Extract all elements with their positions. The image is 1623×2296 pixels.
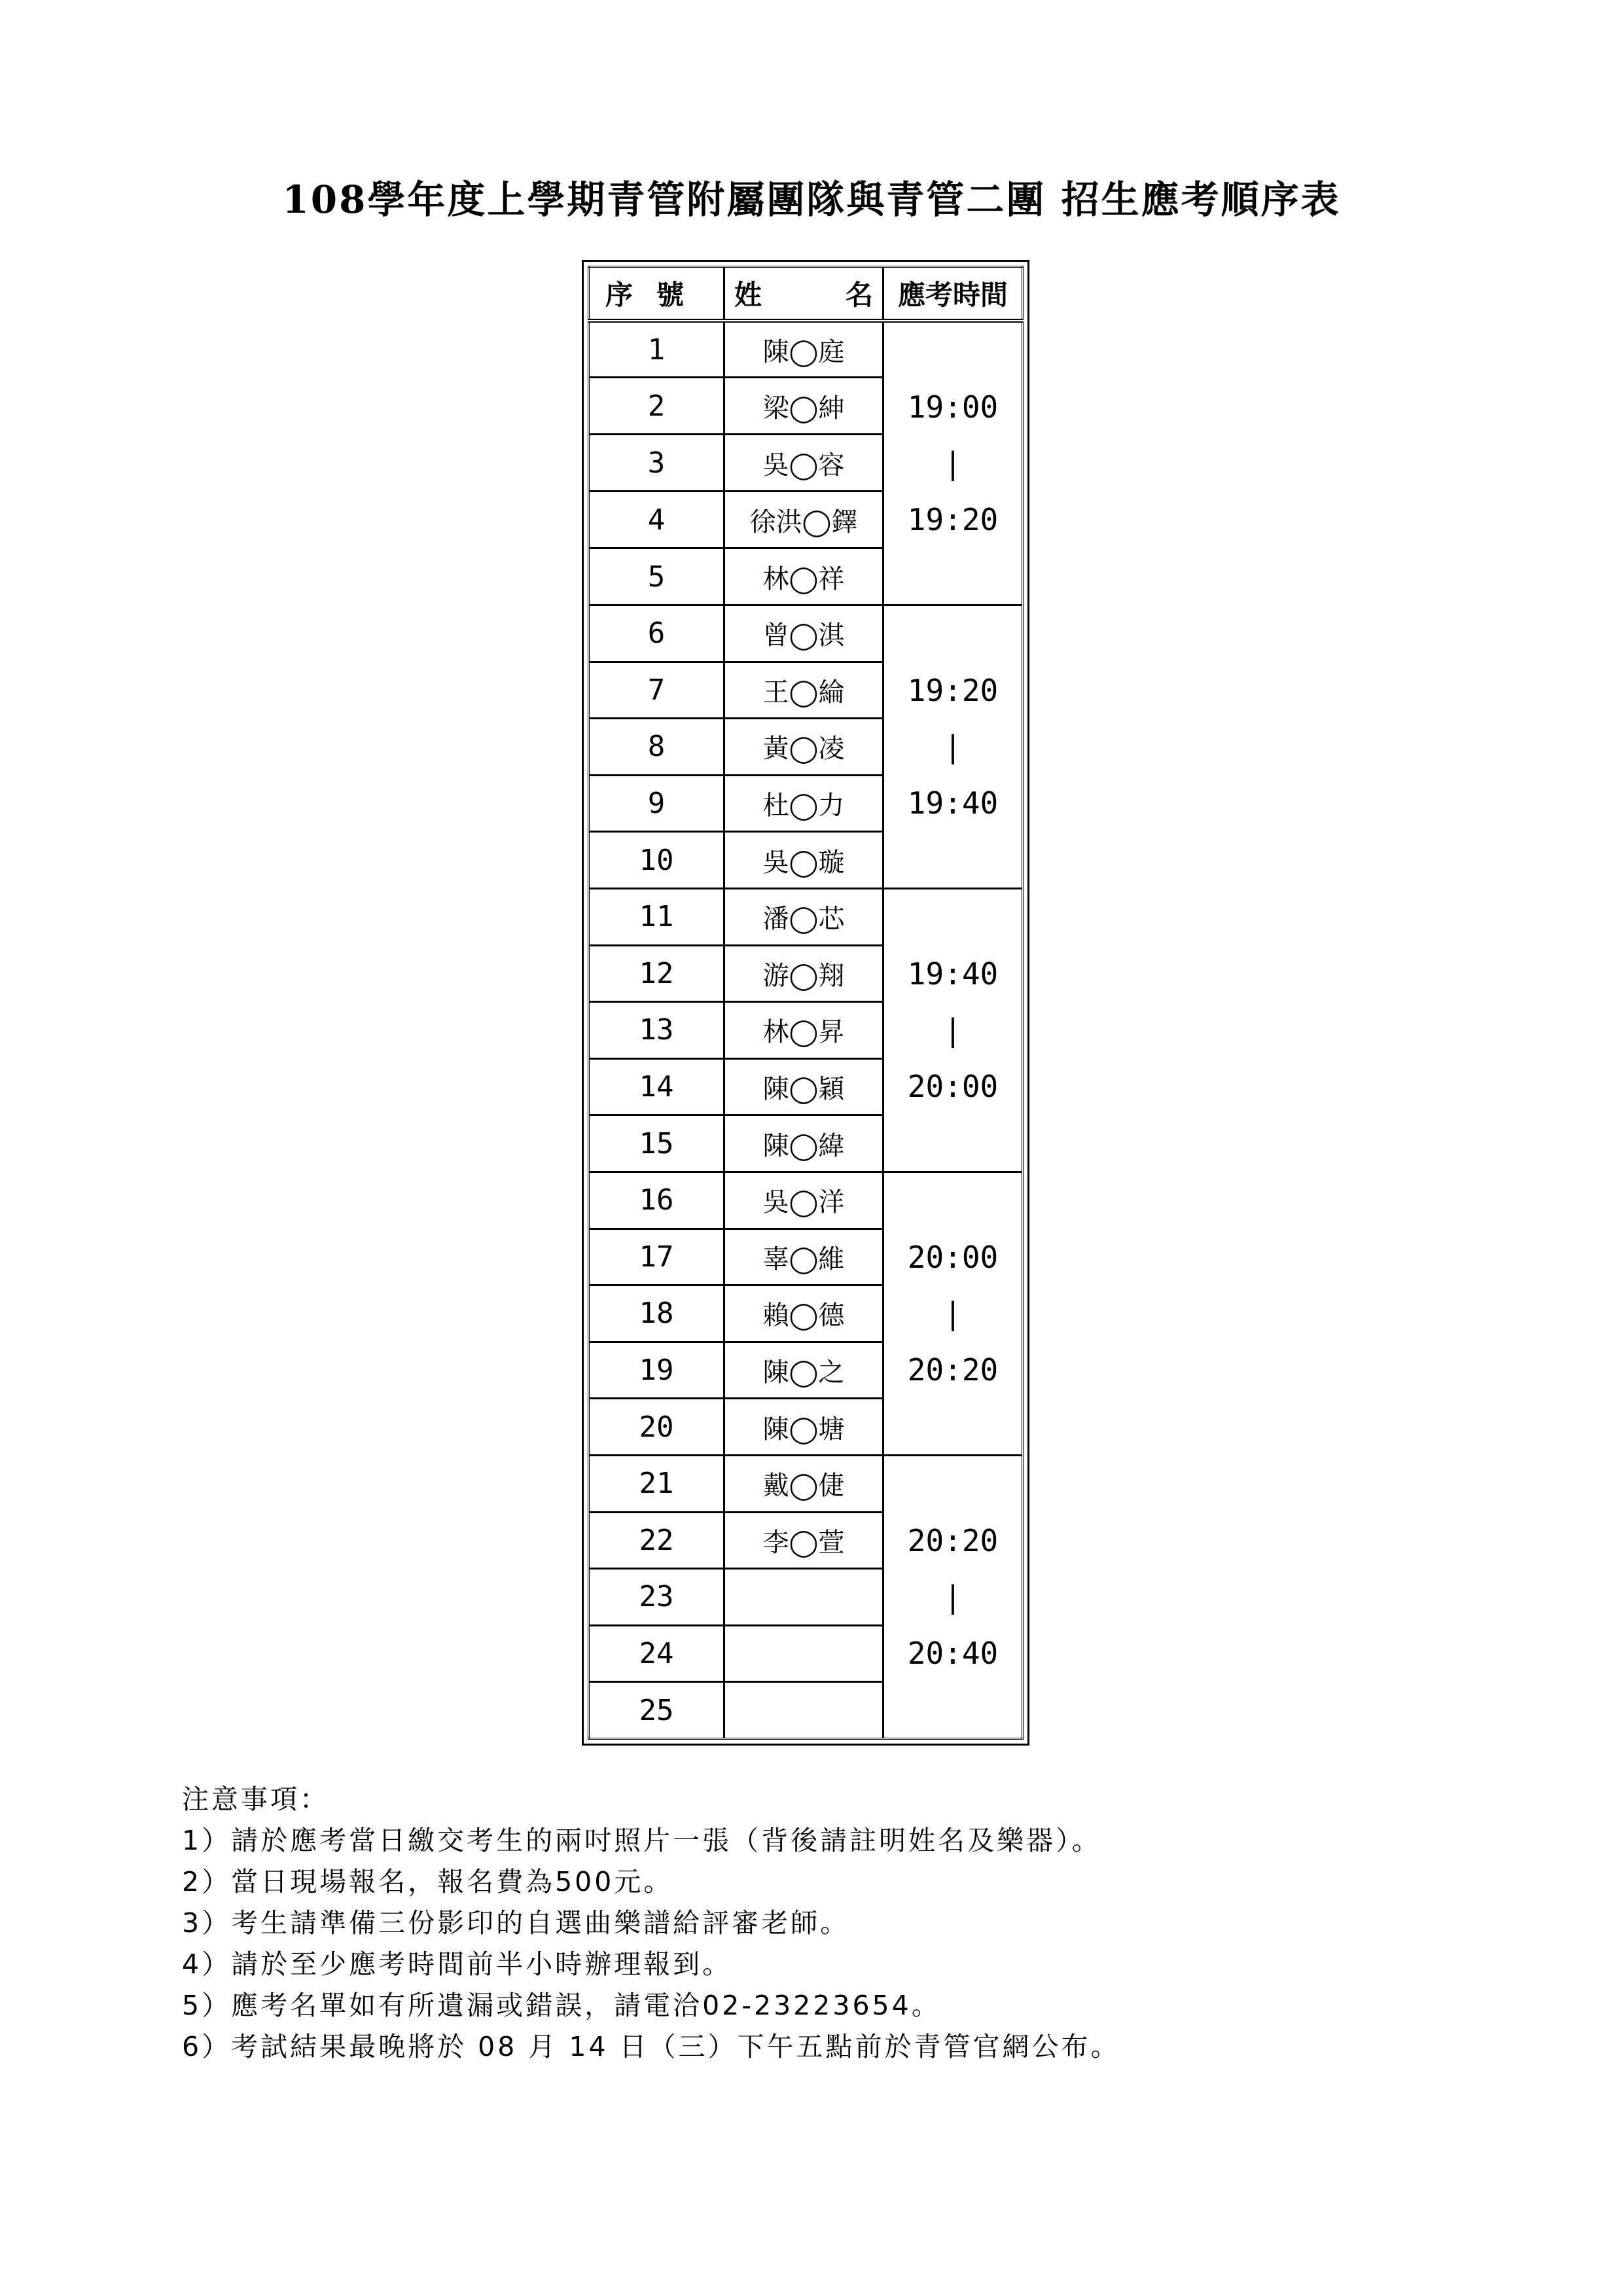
- exam-time-slot: [883, 889, 1023, 1172]
- candidate-name: 陳◯之: [724, 1342, 883, 1399]
- candidate-name: [724, 1682, 883, 1739]
- row-number: 16: [589, 1172, 724, 1229]
- table-row: [589, 1172, 1023, 1229]
- table-body: [589, 321, 1023, 1739]
- candidate-name: 賴◯德: [724, 1285, 883, 1342]
- note-item: 2）當日現場報名，報名費為500元。: [182, 1866, 673, 1897]
- candidate-name: 李◯萱: [724, 1512, 883, 1569]
- candidate-name: 吳◯璇: [724, 832, 883, 889]
- candidate-name: 林◯昇: [724, 1002, 883, 1059]
- header-name: [724, 267, 883, 321]
- candidate-name: 游◯翔: [724, 945, 883, 1002]
- candidate-name: [724, 1625, 883, 1682]
- exam-time-slot: [883, 321, 1023, 605]
- note-item: 3）考生請準備三份影印的自選曲樂譜給評審老師。: [182, 1907, 850, 1939]
- row-number: 19: [589, 1342, 724, 1399]
- time-end: 20:40: [907, 1636, 999, 1671]
- table-header-row: [589, 267, 1023, 321]
- row-number: 15: [589, 1115, 724, 1172]
- row-number: 2: [589, 378, 724, 435]
- time-start: 20:20: [907, 1523, 999, 1558]
- time-separator: |: [944, 1296, 962, 1331]
- page-title: 108學年度上學期青管附屬團隊與青管二團 招生應考順序表: [282, 177, 1341, 222]
- time-separator: |: [944, 1013, 962, 1048]
- row-number: 8: [589, 719, 724, 776]
- row-number: 25: [589, 1682, 724, 1739]
- candidate-name: 陳◯緯: [724, 1115, 883, 1172]
- time-end: 20:00: [907, 1069, 999, 1104]
- row-number: 3: [589, 435, 724, 492]
- row-number: 4: [589, 492, 724, 548]
- exam-time-slot: [883, 605, 1023, 889]
- note-item: 5）應考名單如有所遺漏或錯誤，請電洽02-23223654。: [182, 1990, 941, 2021]
- row-number: 23: [589, 1569, 724, 1626]
- row-number: 18: [589, 1285, 724, 1342]
- candidate-name: 黃◯凌: [724, 719, 883, 776]
- candidate-name: [724, 1569, 883, 1626]
- time-start: 19:40: [907, 956, 999, 992]
- table-row: [589, 321, 1023, 378]
- note-item: 1）請於應考當日繳交考生的兩吋照片一張（背後請註明姓名及樂器）。: [182, 1825, 1101, 1856]
- row-number: 20: [589, 1399, 724, 1456]
- row-number: 24: [589, 1625, 724, 1682]
- time-end: 19:20: [907, 502, 999, 537]
- time-start: 20:00: [907, 1240, 999, 1275]
- row-number: 12: [589, 945, 724, 1002]
- row-number: 14: [589, 1058, 724, 1115]
- time-end: 19:40: [907, 785, 999, 821]
- candidate-name: 吳◯容: [724, 435, 883, 492]
- header-name-given: 名: [845, 279, 873, 311]
- row-number: 17: [589, 1229, 724, 1285]
- time-separator: |: [944, 729, 962, 764]
- exam-time-slot: [883, 1172, 1023, 1456]
- candidate-name: 戴◯倢: [724, 1456, 883, 1513]
- time-end: 20:20: [907, 1352, 999, 1388]
- table-row: [589, 605, 1023, 662]
- table-row: [589, 1456, 1023, 1513]
- candidate-name: 潘◯芯: [724, 889, 883, 946]
- notes-section: [182, 1779, 1120, 2068]
- candidate-name: 徐洪◯鐸: [724, 492, 883, 548]
- candidate-name: 林◯祥: [724, 548, 883, 605]
- time-separator: |: [944, 446, 962, 481]
- note-item: 4）請於至少應考時間前半小時辦理報到。: [182, 1948, 732, 1980]
- row-number: 21: [589, 1456, 724, 1513]
- candidate-name: 陳◯塘: [724, 1399, 883, 1456]
- row-number: 10: [589, 832, 724, 889]
- candidate-name: 吳◯洋: [724, 1172, 883, 1229]
- time-start: 19:20: [907, 673, 999, 708]
- candidate-name: 王◯綸: [724, 662, 883, 719]
- candidate-name: 杜◯力: [724, 775, 883, 832]
- header-number: 序號: [589, 267, 724, 321]
- row-number: 9: [589, 775, 724, 832]
- candidate-name: 辜◯維: [724, 1229, 883, 1285]
- candidate-name: 陳◯穎: [724, 1058, 883, 1115]
- row-number: 5: [589, 548, 724, 605]
- row-number: 7: [589, 662, 724, 719]
- note-item: 6）考試結果最晚將於 08 月 14 日（三）下午五點前於青管官網公布。: [182, 2031, 1120, 2062]
- row-number: 13: [589, 1002, 724, 1059]
- time-start: 19:00: [907, 389, 999, 425]
- candidate-name: 曾◯淇: [724, 605, 883, 662]
- row-number: 6: [589, 605, 724, 662]
- row-number: 22: [589, 1512, 724, 1569]
- row-number: 11: [589, 889, 724, 946]
- row-number: 1: [589, 321, 724, 378]
- exam-time-slot: [883, 1456, 1023, 1739]
- header-exam-time: 應考時間: [883, 267, 1023, 321]
- candidate-name: 陳◯庭: [724, 321, 883, 378]
- candidate-name: 梁◯紳: [724, 378, 883, 435]
- time-separator: |: [944, 1579, 962, 1615]
- notes-list: [182, 1820, 1120, 2068]
- table-row: [589, 889, 1023, 946]
- notes-heading: 注意事項：: [182, 1784, 329, 1815]
- exam-order-table: [588, 266, 1024, 1740]
- header-name-surname: 姓: [734, 279, 762, 311]
